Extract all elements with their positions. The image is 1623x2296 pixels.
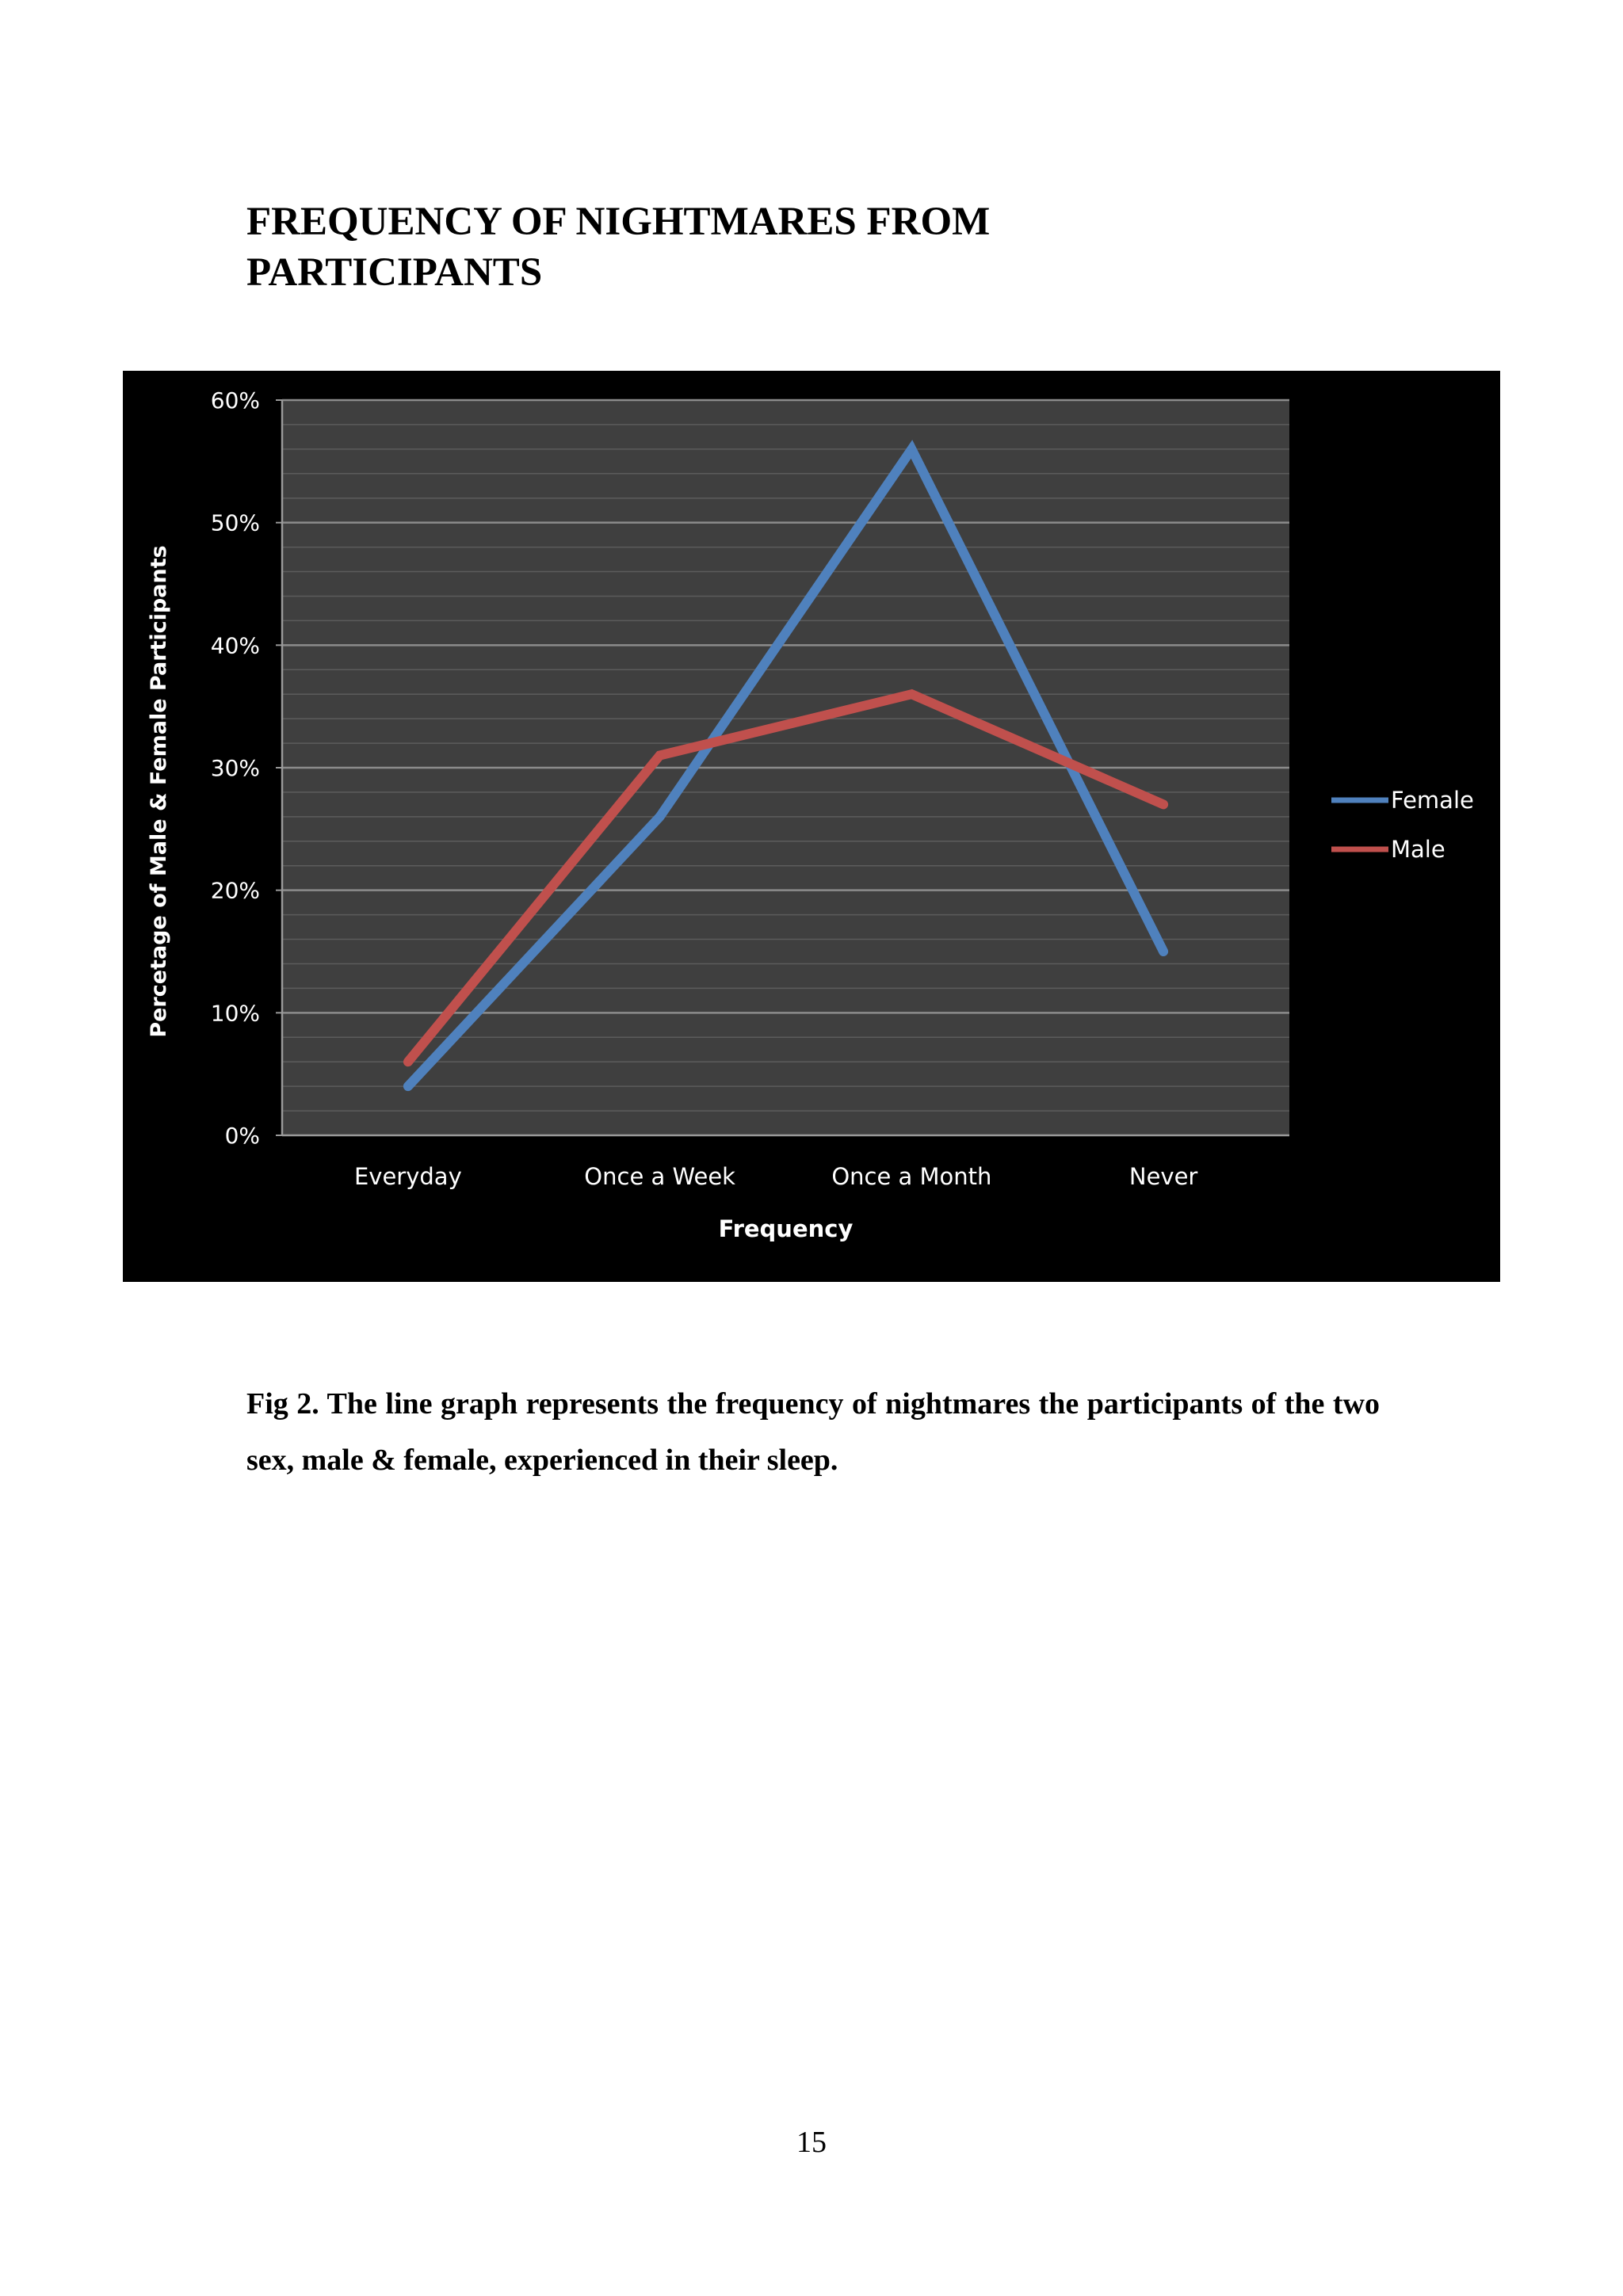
y-tick-label: 10% [210,1000,260,1027]
y-tick-label: 0% [224,1123,260,1149]
y-tick-label: 20% [210,877,260,904]
title-line-1: FREQUENCY OF NIGHTMARES FROM [246,200,991,244]
data-point-male [407,1061,409,1062]
x-tick-label: Everyday [353,1163,462,1190]
chart-canvas [123,371,1500,1282]
y-tick-label: 50% [210,509,260,536]
legend-label-male: Male [1391,836,1445,863]
x-tick-label: Never [1128,1163,1198,1190]
legend-label-female: Female [1391,787,1474,814]
title-line-2: PARTICIPANTS [246,250,543,295]
line-chart [123,371,1500,1282]
data-point-female [659,816,661,818]
x-axis-title: Frequency [718,1215,854,1242]
data-point-male [911,693,912,695]
data-point-female [911,448,912,450]
data-point-female [1163,951,1164,952]
y-tick-label: 40% [210,632,260,659]
x-tick-label: Once a Month [831,1163,992,1190]
data-point-male [659,755,661,757]
figure-caption: Fig 2. The line graph represents the frequency of nightmares the participants of the two sex, male & female, experienced in their sleep. [246,1387,1380,1477]
y-tick-label: 60% [210,387,260,414]
x-tick-label: Once a Week [584,1163,735,1190]
y-axis-title: Percetage of Male & Female Participants [147,545,171,1038]
page-number: 15 [796,2126,827,2159]
data-point-male [1163,803,1164,805]
y-tick-label: 30% [210,755,260,781]
data-point-female [407,1085,409,1087]
page-title [246,196,1118,298]
